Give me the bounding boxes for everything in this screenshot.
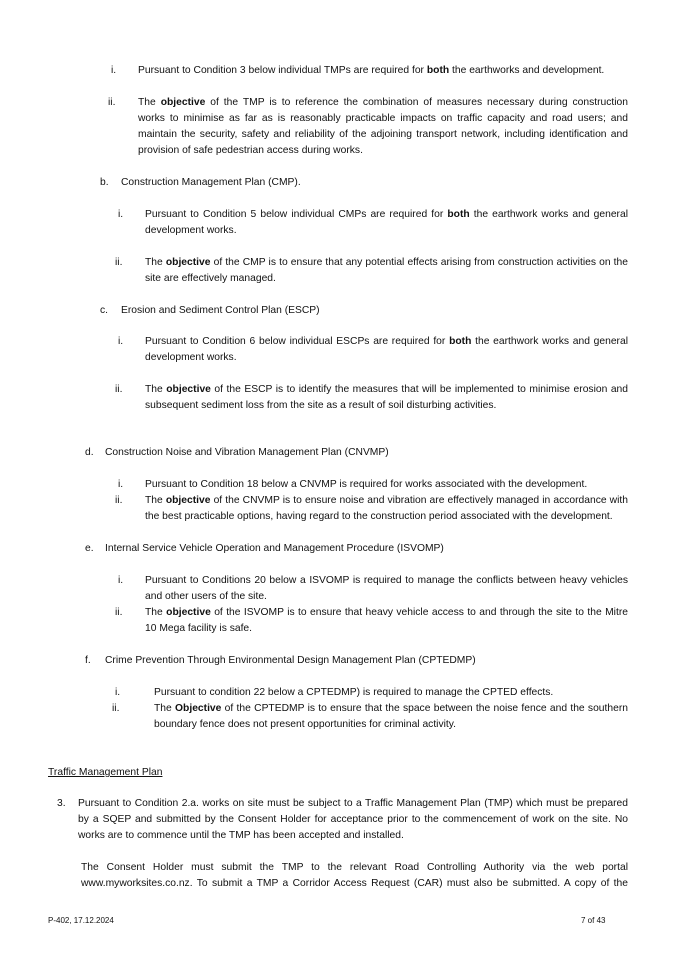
item-e-ii: The objective of the ISVOMP is to ensure that heavy vehicle access to and through the site to the Mitre 10 Mega facility is safe.: [145, 607, 628, 634]
heading-d: Construction Noise and Vibration Management Plan (CNVMP): [105, 447, 389, 458]
list-letter-e: e.: [85, 543, 94, 554]
list-letter-f: f.: [85, 655, 91, 666]
item-a-i: Pursuant to Condition 3 below individual TMPs are required for both the earthworks and development.: [138, 65, 605, 76]
list-num-a-i: i.: [111, 65, 117, 76]
page-number: 7 of 43: [581, 916, 606, 925]
heading-b: Construction Management Plan (CMP).: [121, 177, 301, 188]
condition-text: Pursuant to Condition 2.a. works on site must be subject to a Traffic Management Plan (TMP) which must be prepared by a SQEP and submitted by the Consent Holder for acceptance prior to the commencement of work on the site. No works are to commence until the TMP has been accepted and installed.: [78, 798, 628, 841]
heading-e: Internal Service Vehicle Operation and Management Procedure (ISVOMP): [105, 543, 444, 554]
list-num-b-i: i.: [118, 209, 124, 220]
section-heading: Traffic Management Plan: [48, 767, 163, 778]
item-f-i: Pursuant to condition 22 below a CPTEDMP) is required to manage the CPTED effects.: [154, 687, 554, 698]
list-num-c-i: i.: [118, 336, 124, 347]
list-letter-c: c.: [100, 305, 109, 316]
list-num-c-ii: ii.: [115, 384, 123, 395]
paragraph: The Consent Holder must submit the TMP to the relevant Road Controlling Authority via the web portal www.myworksites.co.nz. To submit a TMP a Corridor Access Request (CAR) must also be submitted. A copy of the: [81, 862, 628, 889]
heading-c: Erosion and Sediment Control Plan (ESCP): [121, 305, 320, 316]
heading-f: Crime Prevention Through Environmental Design Management Plan (CPTEDMP): [105, 655, 476, 666]
item-d-ii: The objective of the CNVMP is to ensure noise and vibration are effectively managed in accordance with the best practicable options, having regard to the construction period associated with the development.: [145, 495, 628, 522]
item-c-ii: The objective of the ESCP is to identify the measures that will be implemented to minimise erosion and subsequent sediment loss from the site as a result of soil disturbing activities.: [145, 384, 628, 411]
item-c-i: Pursuant to Condition 6 below individual ESCPs are required for both the earthwork works and general development works.: [145, 336, 629, 363]
list-num-d-ii: ii.: [115, 495, 123, 506]
list-letter-d: d.: [85, 447, 94, 458]
list-letter-b: b.: [100, 177, 109, 188]
list-num-f-ii: ii.: [112, 703, 120, 714]
list-num-f-i: i.: [115, 687, 121, 698]
list-num-d-i: i.: [118, 479, 124, 490]
list-num-b-ii: ii.: [115, 257, 123, 268]
item-a-ii: The objective of the TMP is to reference the combination of measures necessary during construction works to minimise as far as is reasonably practicable impacts on traffic capacity and road users; and maintain the security, safety and reliability of the adjoining transport network, including identification and provision of safe pedestrian access during works.: [138, 97, 628, 156]
item-b-i: Pursuant to Condition 5 below individual CMPs are required for both the earthwork works and general development works.: [145, 209, 629, 236]
list-num-e-ii: ii.: [115, 607, 123, 618]
list-num-a-ii: ii.: [108, 97, 116, 108]
item-e-i: Pursuant to Conditions 20 below a ISVOMP is required to manage the conflicts between heavy vehicles and other users of the site.: [145, 575, 628, 602]
footer-reference: P-402, 17.12.2024: [48, 916, 114, 925]
item-d-i: Pursuant to Condition 18 below a CNVMP is required for works associated with the development.: [145, 479, 588, 490]
item-f-ii: The Objective of the CPTEDMP is to ensure that the space between the noise fence and the southern boundary fence does not present opportunities for criminal activity.: [154, 703, 629, 730]
condition-number: 3.: [57, 798, 66, 809]
item-b-ii: The objective of the CMP is to ensure that any potential effects arising from construction activities on the site are effectively managed.: [145, 257, 628, 284]
list-num-e-i: i.: [118, 575, 124, 586]
